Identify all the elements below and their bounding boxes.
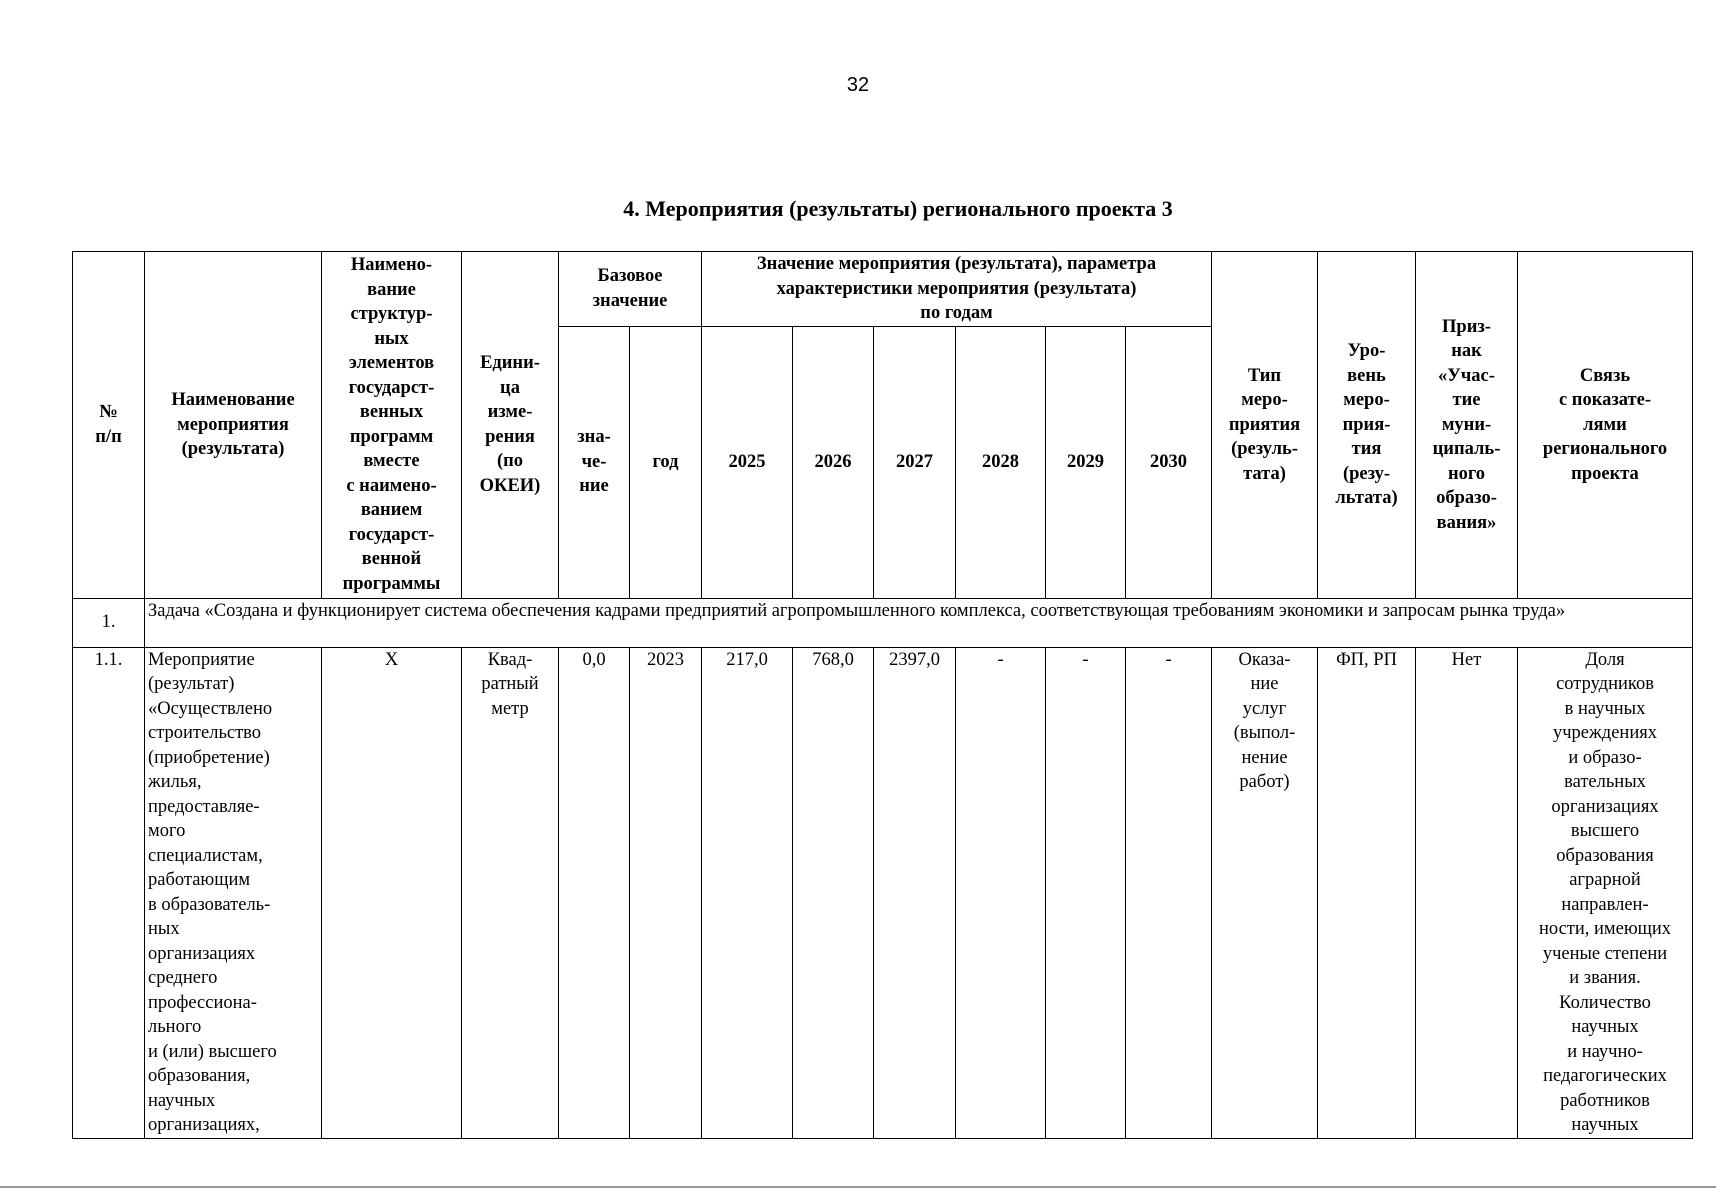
header-base-val: зна- че- ние: [559, 326, 630, 598]
header-municipal-participation: Приз- нак «Учас- тие муни- ципаль- ного образо- вания»: [1416, 252, 1518, 599]
item-base-value: 0,0: [559, 647, 630, 1138]
header-year-2027: 2027: [874, 326, 956, 598]
item-value-2026: 768,0: [793, 647, 874, 1138]
item-value-2025: 217,0: [702, 647, 793, 1138]
item-num: 1.1.: [73, 647, 145, 1138]
task-text: Задача «Создана и функционирует система обеспечения кадрами предприятий агропромышленного комплекса, соответствующая требованиям экономики и запросам рынка труда»: [145, 598, 1693, 647]
header-year-2025: 2025: [702, 326, 793, 598]
header-num: № п/п: [73, 252, 145, 599]
item-structural: Х: [322, 647, 462, 1138]
scan-edge-line: [0, 1186, 1716, 1188]
item-base-year: 2023: [630, 647, 702, 1138]
item-value-2027: 2397,0: [874, 647, 956, 1138]
header-event-level: Уро- вень меро- прия- тия (резу- льтата): [1318, 252, 1416, 599]
page-number: 32: [846, 74, 870, 96]
table-row-task: [73, 598, 1693, 647]
item-link: Доля сотрудников в научных учреждениях и образо- вательных организациях высшего образования аграрной направлен- ности, имеющих ученые степени и звания. Количество научных и научно- педагогических работников научных: [1518, 647, 1693, 1138]
header-year-2026: 2026: [793, 326, 874, 598]
header-name: Наименование мероприятия (результата): [145, 252, 322, 599]
header-unit: Едини- ца изме- рения (по ОКЕИ): [462, 252, 559, 599]
table-row-item: [73, 647, 1693, 1138]
item-type: Оказа- ние услуг (выпол- нение работ): [1212, 647, 1318, 1138]
item-level: ФП, РП: [1318, 647, 1416, 1138]
item-name: Мероприятие (результат) «Осуществлено строительство (приобретение) жилья, предоставляе- мого специалистам, работающим в образователь- ных организациях среднего профессиона- льного и (или) высшего образования, научных организациях,: [145, 647, 322, 1138]
item-unit: Квад- ратный метр: [462, 647, 559, 1138]
item-value-2030: -: [1126, 647, 1212, 1138]
header-structural-elements: Наимено- вание структур- ных элементов государст- венных программ вместе с наимено- ванием государст- венной программы: [322, 252, 462, 599]
header-year-2030: 2030: [1126, 326, 1212, 598]
table-header-row: [73, 252, 1693, 327]
events-table: [72, 251, 1693, 1139]
header-link-indicators: Связь с показате- лями регионального проекта: [1518, 252, 1693, 599]
header-year-2029: 2029: [1046, 326, 1126, 598]
header-values-by-year: Значение мероприятия (результата), параметра характеристики мероприятия (результата) по годам: [702, 252, 1212, 327]
section-title: 4. Мероприятия (результаты) регионального проекта 3: [623, 196, 1173, 221]
item-value-2028: -: [956, 647, 1046, 1138]
header-base-year: год: [630, 326, 702, 598]
header-event-type: Тип меро- приятия (резуль- тата): [1212, 252, 1318, 599]
header-year-2028: 2028: [956, 326, 1046, 598]
item-value-2029: -: [1046, 647, 1126, 1138]
task-num: 1.: [73, 598, 145, 647]
header-base-value: Базовое значение: [559, 252, 702, 327]
item-municipal: Нет: [1416, 647, 1518, 1138]
